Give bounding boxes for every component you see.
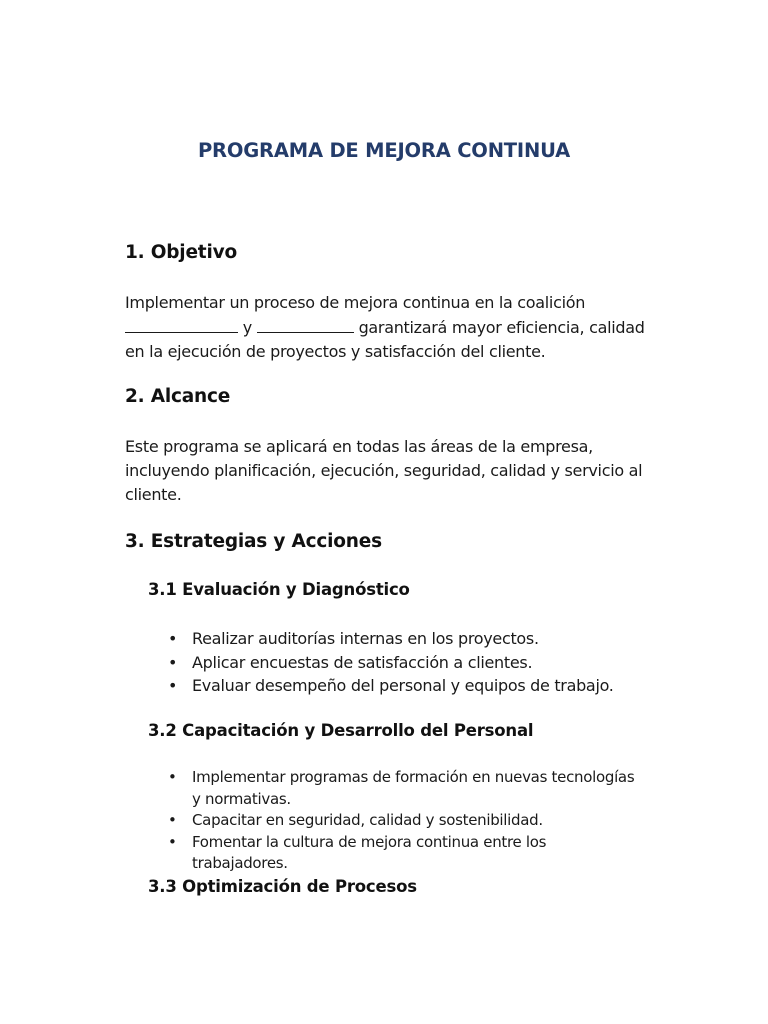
bullet-icon: • [168,676,178,695]
section-heading-alcance: 2. Alcance [125,386,231,407]
objetivo-text-part3: en la ejecución de proyectos y satisfacción del cliente. [125,342,546,361]
list-item-text: Evaluar desempeño del personal y equipos de trabajo. [192,676,614,695]
list-item [148,651,648,675]
evaluacion-bullet-list [148,627,648,698]
subsection-heading-optimizacion: 3.3 Optimización de Procesos [148,877,417,896]
subsection-heading-evaluacion: 3.1 Evaluación y Diagnóstico [148,580,410,599]
objetivo-text-part2: garantizará mayor eficiencia, calidad [358,318,645,337]
objetivo-paragraph [125,291,655,364]
subsection-heading-capacitacion: 3.2 Capacitación y Desarrollo del Personal [148,721,534,740]
fill-in-blank-2 [257,315,354,333]
objetivo-connector: y [242,318,252,337]
fill-in-blank-1 [125,315,238,333]
capacitacion-bullet-list [148,767,638,875]
list-item [148,810,638,832]
list-item [148,627,648,651]
list-item [148,767,638,810]
bullet-icon: • [168,629,178,648]
bullet-icon: • [168,811,177,829]
objetivo-text-part1: Implementar un proceso de mejora continua en la coalición [125,293,586,312]
list-item-text: Fomentar la cultura de mejora continua entre los trabajadores. [192,832,547,872]
list-item-text: Aplicar encuestas de satisfacción a clientes. [192,652,533,672]
bullet-icon: • [168,652,178,672]
list-item-text: Capacitar en seguridad, calidad y sostenibilidad. [192,811,543,829]
bullet-icon: • [168,832,177,851]
section-heading-objetivo: 1. Objetivo [125,242,237,263]
list-item [148,674,648,698]
list-item-text: Implementar programas de formación en nuevas tecnologías y normativas. [192,768,635,808]
list-item-text: Realizar auditorías internas en los proyectos. [192,629,539,648]
alcance-paragraph: Este programa se aplicará en todas las áreas de la empresa, incluyendo planificación, ejecución, seguridad, calidad y servicio al cliente. [125,437,643,504]
list-item [148,832,638,875]
bullet-icon: • [168,768,177,786]
section-heading-estrategias: 3. Estrategias y Acciones [125,531,382,552]
document-title: PROGRAMA DE MEJORA CONTINUA [197,139,571,162]
